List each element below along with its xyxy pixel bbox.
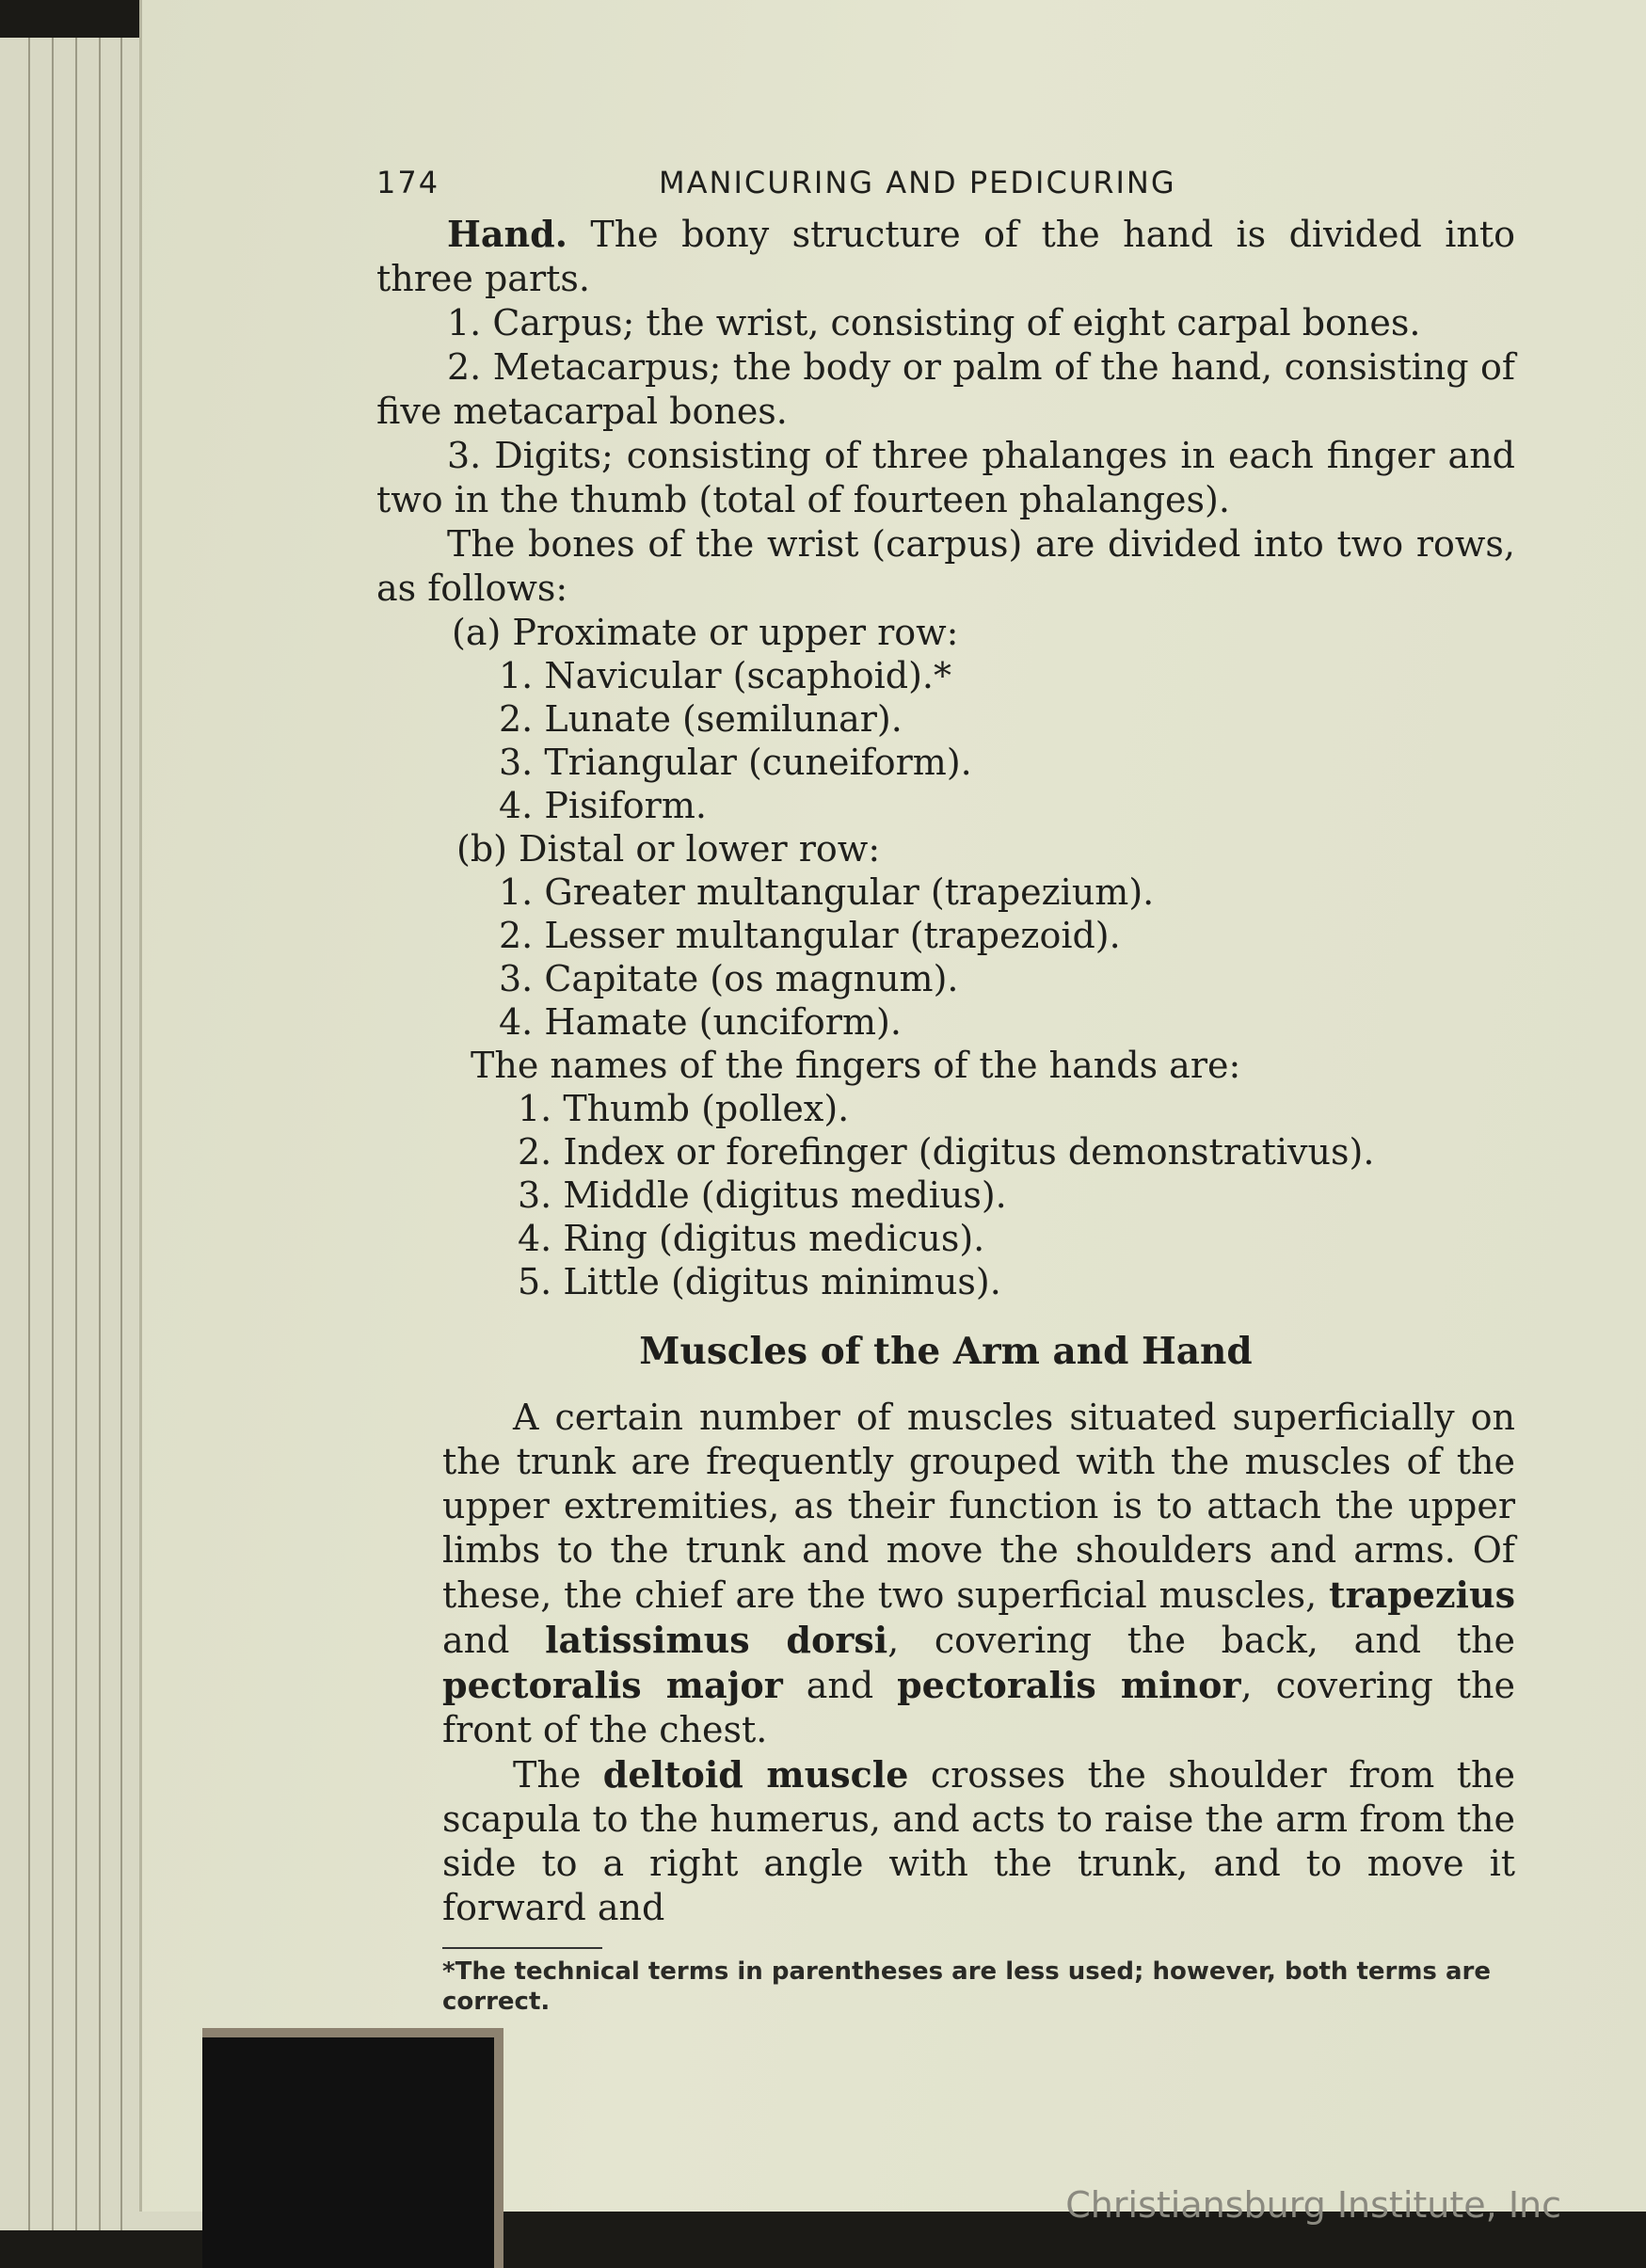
running-head (376, 155, 1515, 212)
row-a-label: (a) Proximate or upper row: (452, 612, 959, 653)
term-trapezius: trapezius (1329, 1573, 1515, 1616)
watermark: Christiansburg Institute, Inc (1065, 2184, 1561, 2226)
finger-item: 2. Index or forefinger (digitus demonstrativus). (518, 1131, 1375, 1173)
muscles-text: and (782, 1665, 898, 1706)
part-3: 3. Digits; consisting of three phalanges in each finger and two in the thumb (total of fourteen phalanges). (376, 435, 1515, 520)
running-title: MANICURING AND PEDICURING (659, 165, 1176, 200)
page-text (376, 155, 1515, 2017)
muscles-paragraph (442, 1396, 1515, 1752)
muscles-text: A certain number of muscles situated superficially on the trunk are frequently grouped with the muscles of the upper extremities, as their function is to attach the upper limbs to the trunk and move the shoulders and arms. Of these, the chief are the two superficial muscles, (442, 1397, 1515, 1616)
fingers-intro: The names of the fingers of the hands are: (471, 1045, 1241, 1086)
page-number: 174 (376, 165, 440, 200)
wrist-intro: The bones of the wrist (carpus) are divided into two rows, as follows: (376, 523, 1515, 609)
section-heading: Muscles of the Arm and Hand (639, 1330, 1253, 1373)
row-a-item: 1. Navicular (scaphoid).* (499, 655, 951, 696)
finger-item: 5. Little (digitus minimus). (518, 1261, 1001, 1302)
finger-item: 1. Thumb (pollex). (518, 1088, 850, 1129)
finger-item: 3. Middle (digitus medius). (518, 1174, 1007, 1216)
row-a-item: 4. Pisiform. (499, 785, 707, 826)
hand-paragraph (376, 212, 1515, 301)
finger-item: 4. Ring (digitus medicus). (518, 1218, 985, 1259)
muscles-text: , covering the front of the chest. (442, 1665, 1515, 1750)
term-latissimus-dorsi: latissimus dorsi (545, 1619, 888, 1661)
part-1: 1. Carpus; the wrist, consisting of eight carpal bones. (447, 302, 1421, 343)
binder-clip (202, 2028, 503, 2268)
hand-lead: Hand. (447, 213, 567, 255)
muscles-text: , covering the back, and the (887, 1620, 1515, 1661)
row-a-item: 2. Lunate (semilunar). (499, 698, 903, 740)
term-pectoralis-major: pectoralis major (442, 1664, 783, 1706)
row-b-label: (b) Distal or lower row: (456, 828, 881, 870)
muscles-text: and (442, 1620, 546, 1661)
footnote: *The technical terms in parentheses are less used; however, both terms are correct. (442, 1957, 1491, 2016)
row-a-item: 3. Triangular (cuneiform). (499, 742, 972, 783)
deltoid-paragraph (442, 1752, 1515, 1930)
deltoid-text: crosses the shoulder from the scapula to the humerus, and acts to raise the arm from the side to a right angle with the trunk, and to move it forward and (442, 1754, 1516, 1928)
deltoid-text: The (513, 1754, 603, 1796)
row-b-item: 2. Lesser multangular (trapezoid). (499, 915, 1121, 956)
part-2: 2. Metacarpus; the body or palm of the hand, consisting of five metacarpal bones. (376, 346, 1515, 432)
row-b-item: 4. Hamate (unciform). (499, 1001, 902, 1043)
term-pectoralis-minor: pectoralis minor (897, 1664, 1241, 1706)
footnote-rule (442, 1947, 602, 1949)
row-b-item: 3. Capitate (os magnum). (499, 958, 959, 999)
row-b-item: 1. Greater multangular (trapezium). (499, 871, 1155, 913)
hand-text: The bony structure of the hand is divided into three parts. (376, 214, 1515, 299)
term-deltoid: deltoid muscle (602, 1753, 909, 1796)
